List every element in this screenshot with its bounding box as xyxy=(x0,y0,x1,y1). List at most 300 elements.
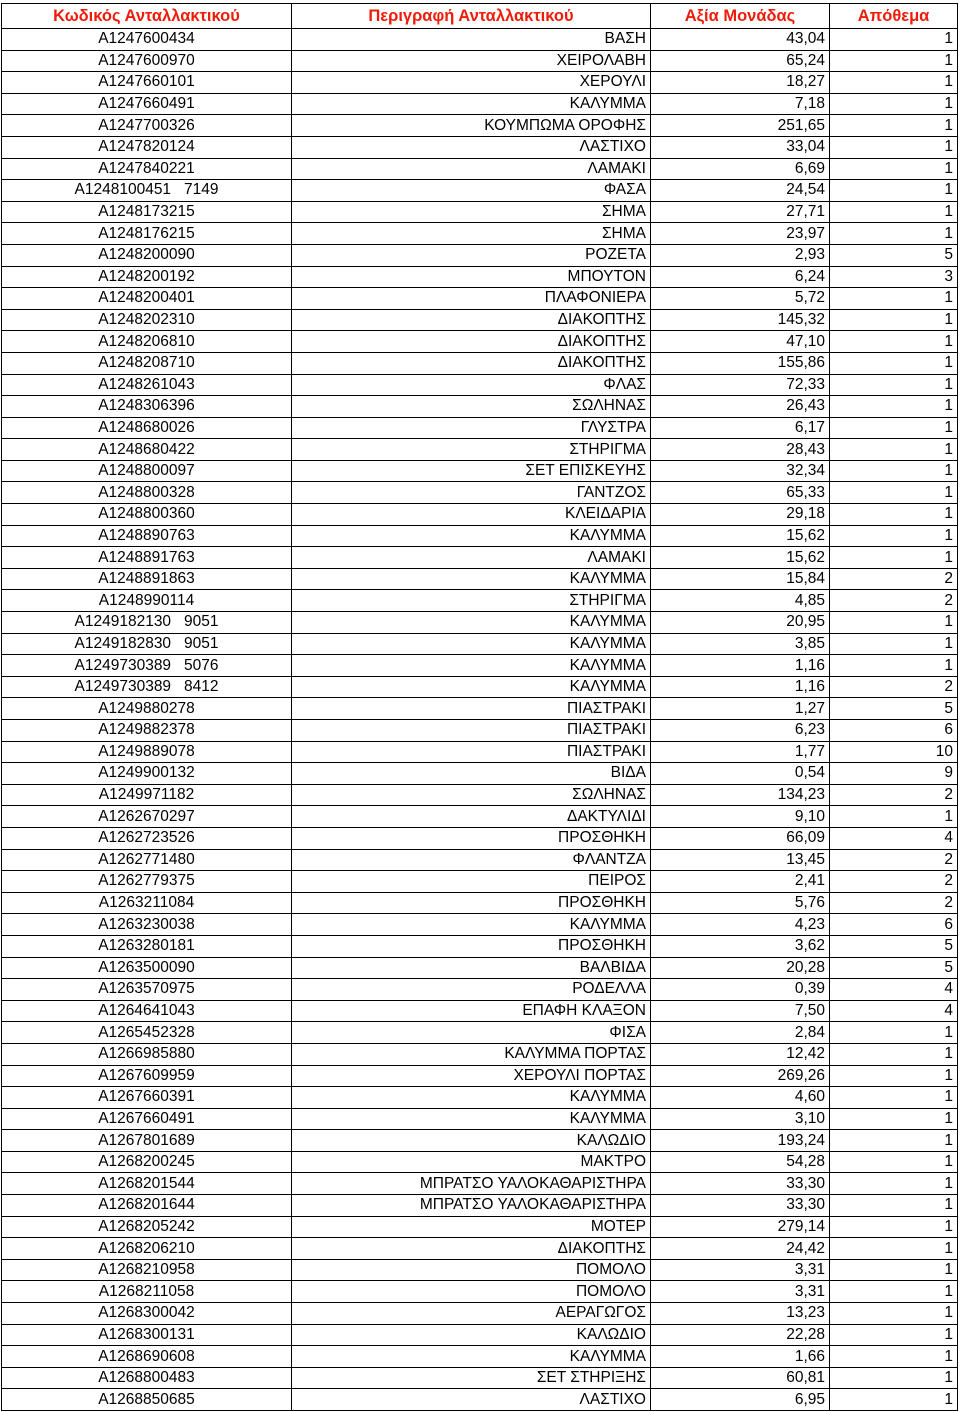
stock-cell[interactable]: 1 xyxy=(830,1108,958,1130)
unit-price-cell[interactable]: 29,18 xyxy=(651,504,830,526)
table-row[interactable] xyxy=(2,158,958,180)
part-description-cell[interactable]: ΒΙΔΑ xyxy=(292,763,651,785)
part-description-cell[interactable]: ΠΡΟΣΘΗΚΗ xyxy=(292,935,651,957)
part-code-cell[interactable]: A1268200245 xyxy=(2,1151,292,1173)
table-row[interactable] xyxy=(2,741,958,763)
stock-cell[interactable]: 1 xyxy=(830,806,958,828)
column-header-price[interactable]: Αξία Μονάδας xyxy=(651,4,830,29)
stock-cell[interactable]: 1 xyxy=(830,288,958,310)
unit-price-cell[interactable]: 13,23 xyxy=(651,1303,830,1325)
stock-cell[interactable]: 4 xyxy=(830,1000,958,1022)
unit-price-cell[interactable]: 15,62 xyxy=(651,525,830,547)
unit-price-cell[interactable]: 60,81 xyxy=(651,1367,830,1389)
table-row[interactable] xyxy=(2,439,958,461)
part-code-cell[interactable]: A1249182130 9051 xyxy=(2,612,292,634)
unit-price-cell[interactable]: 9,10 xyxy=(651,806,830,828)
part-description-cell[interactable]: ΚΟΥΜΠΩΜΑ ΟΡΟΦΗΣ xyxy=(292,115,651,137)
table-row[interactable] xyxy=(2,396,958,418)
stock-cell[interactable]: 1 xyxy=(830,158,958,180)
unit-price-cell[interactable]: 2,41 xyxy=(651,871,830,893)
unit-price-cell[interactable]: 7,18 xyxy=(651,93,830,115)
stock-cell[interactable]: 4 xyxy=(830,827,958,849)
stock-cell[interactable]: 1 xyxy=(830,439,958,461)
part-code-cell[interactable]: A1249889078 xyxy=(2,741,292,763)
table-row[interactable] xyxy=(2,1173,958,1195)
unit-price-cell[interactable]: 15,62 xyxy=(651,547,830,569)
table-row[interactable] xyxy=(2,29,958,51)
unit-price-cell[interactable]: 65,24 xyxy=(651,50,830,72)
part-description-cell[interactable]: ΔΙΑΚΟΠΤΗΣ xyxy=(292,1238,651,1260)
unit-price-cell[interactable]: 33,30 xyxy=(651,1173,830,1195)
stock-cell[interactable]: 1 xyxy=(830,72,958,94)
stock-cell[interactable]: 1 xyxy=(830,374,958,396)
part-code-cell[interactable]: A1248800097 xyxy=(2,460,292,482)
table-row[interactable] xyxy=(2,309,958,331)
part-description-cell[interactable]: ΔΙΑΚΟΠΤΗΣ xyxy=(292,331,651,353)
part-description-cell[interactable]: ΒΑΣΗ xyxy=(292,29,651,51)
unit-price-cell[interactable]: 13,45 xyxy=(651,849,830,871)
part-code-cell[interactable]: A1248800360 xyxy=(2,504,292,526)
table-row[interactable] xyxy=(2,871,958,893)
unit-price-cell[interactable]: 1,16 xyxy=(651,676,830,698)
table-row[interactable] xyxy=(2,1087,958,1109)
part-description-cell[interactable]: ΚΑΛΥΜΜΑ ΠΟΡΤΑΣ xyxy=(292,1043,651,1065)
table-row[interactable] xyxy=(2,50,958,72)
column-header-stock[interactable]: Απόθεμα xyxy=(830,4,958,29)
part-code-cell[interactable]: A1247700326 xyxy=(2,115,292,137)
table-row[interactable] xyxy=(2,136,958,158)
stock-cell[interactable]: 5 xyxy=(830,244,958,266)
part-description-cell[interactable]: ΦΙΣΑ xyxy=(292,1022,651,1044)
unit-price-cell[interactable]: 26,43 xyxy=(651,396,830,418)
part-description-cell[interactable]: ΦΛΑΣ xyxy=(292,374,651,396)
part-code-cell[interactable]: A1263230038 xyxy=(2,914,292,936)
part-code-cell[interactable]: A1248261043 xyxy=(2,374,292,396)
part-description-cell[interactable]: ΚΑΛΥΜΜΑ xyxy=(292,655,651,677)
unit-price-cell[interactable]: 28,43 xyxy=(651,439,830,461)
part-code-cell[interactable]: A1267660391 xyxy=(2,1087,292,1109)
stock-cell[interactable]: 1 xyxy=(830,136,958,158)
table-row[interactable] xyxy=(2,849,958,871)
unit-price-cell[interactable]: 20,28 xyxy=(651,957,830,979)
stock-cell[interactable]: 1 xyxy=(830,1281,958,1303)
table-row[interactable] xyxy=(2,1108,958,1130)
stock-cell[interactable]: 1 xyxy=(830,1043,958,1065)
part-code-cell[interactable]: A1247600434 xyxy=(2,29,292,51)
stock-cell[interactable]: 5 xyxy=(830,698,958,720)
part-description-cell[interactable]: ΚΑΛΥΜΜΑ xyxy=(292,1108,651,1130)
part-description-cell[interactable]: ΣΗΜΑ xyxy=(292,223,651,245)
part-description-cell[interactable]: ΠΟΜΟΛΟ xyxy=(292,1281,651,1303)
unit-price-cell[interactable]: 134,23 xyxy=(651,784,830,806)
unit-price-cell[interactable]: 72,33 xyxy=(651,374,830,396)
stock-cell[interactable]: 1 xyxy=(830,1367,958,1389)
part-code-cell[interactable]: A1268201544 xyxy=(2,1173,292,1195)
part-code-cell[interactable]: A1267660491 xyxy=(2,1108,292,1130)
part-code-cell[interactable]: A1248200401 xyxy=(2,288,292,310)
part-description-cell[interactable]: ΠΙΑΣΤΡΑΚΙ xyxy=(292,698,651,720)
part-description-cell[interactable]: ΚΑΛΥΜΜΑ xyxy=(292,612,651,634)
part-description-cell[interactable]: ΦΛΑΝΤΖΑ xyxy=(292,849,651,871)
part-code-cell[interactable]: A1249900132 xyxy=(2,763,292,785)
stock-cell[interactable]: 10 xyxy=(830,741,958,763)
part-description-cell[interactable]: ΣΤΗΡΙΓΜΑ xyxy=(292,590,651,612)
unit-price-cell[interactable]: 7,50 xyxy=(651,1000,830,1022)
unit-price-cell[interactable]: 24,42 xyxy=(651,1238,830,1260)
part-description-cell[interactable]: ΠΟΜΟΛΟ xyxy=(292,1259,651,1281)
part-description-cell[interactable]: ΛΑΜΑΚΙ xyxy=(292,158,651,180)
unit-price-cell[interactable]: 33,30 xyxy=(651,1195,830,1217)
table-row[interactable] xyxy=(2,1389,958,1411)
part-description-cell[interactable]: ΠΡΟΣΘΗΚΗ xyxy=(292,892,651,914)
part-description-cell[interactable]: ΛΑΜΑΚΙ xyxy=(292,547,651,569)
table-row[interactable] xyxy=(2,784,958,806)
part-code-cell[interactable]: A1267801689 xyxy=(2,1130,292,1152)
unit-price-cell[interactable]: 47,10 xyxy=(651,331,830,353)
stock-cell[interactable]: 2 xyxy=(830,590,958,612)
stock-cell[interactable]: 1 xyxy=(830,482,958,504)
part-description-cell[interactable]: ΣΩΛΗΝΑΣ xyxy=(292,784,651,806)
stock-cell[interactable]: 6 xyxy=(830,720,958,742)
part-code-cell[interactable]: A1249880278 xyxy=(2,698,292,720)
part-code-cell[interactable]: A1268206210 xyxy=(2,1238,292,1260)
unit-price-cell[interactable]: 20,95 xyxy=(651,612,830,634)
stock-cell[interactable]: 1 xyxy=(830,504,958,526)
table-row[interactable] xyxy=(2,504,958,526)
stock-cell[interactable]: 1 xyxy=(830,29,958,51)
stock-cell[interactable]: 1 xyxy=(830,460,958,482)
part-description-cell[interactable]: ΚΑΛΥΜΜΑ xyxy=(292,914,651,936)
stock-cell[interactable]: 1 xyxy=(830,525,958,547)
part-code-cell[interactable]: A1268850685 xyxy=(2,1389,292,1411)
part-code-cell[interactable]: A1249882378 xyxy=(2,720,292,742)
part-code-cell[interactable]: A1248206810 xyxy=(2,331,292,353)
unit-price-cell[interactable]: 0,54 xyxy=(651,763,830,785)
part-code-cell[interactable]: A1248990114 xyxy=(2,590,292,612)
part-description-cell[interactable]: ΑΕΡΑΓΩΓΟΣ xyxy=(292,1303,651,1325)
table-row[interactable] xyxy=(2,1281,958,1303)
part-description-cell[interactable]: ΧΕΡΟΥΛΙ ΠΟΡΤΑΣ xyxy=(292,1065,651,1087)
unit-price-cell[interactable]: 4,23 xyxy=(651,914,830,936)
stock-cell[interactable]: 2 xyxy=(830,871,958,893)
unit-price-cell[interactable]: 22,28 xyxy=(651,1324,830,1346)
table-row[interactable] xyxy=(2,331,958,353)
part-description-cell[interactable]: ΡΟΔΕΛΛΑ xyxy=(292,979,651,1001)
part-code-cell[interactable]: A1247660101 xyxy=(2,72,292,94)
part-description-cell[interactable]: ΣΗΜΑ xyxy=(292,201,651,223)
part-description-cell[interactable]: ΦΑΣΑ xyxy=(292,180,651,202)
table-row[interactable] xyxy=(2,806,958,828)
stock-cell[interactable]: 1 xyxy=(830,1087,958,1109)
stock-cell[interactable]: 1 xyxy=(830,180,958,202)
table-row[interactable] xyxy=(2,1195,958,1217)
table-row[interactable] xyxy=(2,417,958,439)
unit-price-cell[interactable]: 269,26 xyxy=(651,1065,830,1087)
part-code-cell[interactable]: A1249971182 xyxy=(2,784,292,806)
part-code-cell[interactable]: A1267609959 xyxy=(2,1065,292,1087)
part-description-cell[interactable]: ΒΑΛΒΙΔΑ xyxy=(292,957,651,979)
unit-price-cell[interactable]: 65,33 xyxy=(651,482,830,504)
stock-cell[interactable]: 1 xyxy=(830,50,958,72)
unit-price-cell[interactable]: 66,09 xyxy=(651,827,830,849)
table-row[interactable] xyxy=(2,590,958,612)
part-description-cell[interactable]: ΚΑΛΥΜΜΑ xyxy=(292,568,651,590)
unit-price-cell[interactable]: 145,32 xyxy=(651,309,830,331)
part-code-cell[interactable]: A1248680422 xyxy=(2,439,292,461)
unit-price-cell[interactable]: 23,97 xyxy=(651,223,830,245)
unit-price-cell[interactable]: 3,31 xyxy=(651,1281,830,1303)
part-description-cell[interactable]: ΠΙΑΣΤΡΑΚΙ xyxy=(292,741,651,763)
table-row[interactable] xyxy=(2,1043,958,1065)
stock-cell[interactable]: 2 xyxy=(830,568,958,590)
part-code-cell[interactable]: A1268800483 xyxy=(2,1367,292,1389)
stock-cell[interactable]: 1 xyxy=(830,115,958,137)
table-row[interactable] xyxy=(2,914,958,936)
unit-price-cell[interactable]: 1,16 xyxy=(651,655,830,677)
part-code-cell[interactable]: A1248200192 xyxy=(2,266,292,288)
part-description-cell[interactable]: ΣΤΗΡΙΓΜΑ xyxy=(292,439,651,461)
table-row[interactable] xyxy=(2,93,958,115)
unit-price-cell[interactable]: 4,85 xyxy=(651,590,830,612)
part-code-cell[interactable]: A1248176215 xyxy=(2,223,292,245)
table-row[interactable] xyxy=(2,374,958,396)
part-description-cell[interactable]: ΠΡΟΣΘΗΚΗ xyxy=(292,827,651,849)
unit-price-cell[interactable]: 1,66 xyxy=(651,1346,830,1368)
part-description-cell[interactable]: ΛΑΣΤΙΧΟ xyxy=(292,1389,651,1411)
part-code-cell[interactable]: A1263500090 xyxy=(2,957,292,979)
part-description-cell[interactable]: ΔΙΑΚΟΠΤΗΣ xyxy=(292,352,651,374)
stock-cell[interactable]: 1 xyxy=(830,1022,958,1044)
stock-cell[interactable]: 1 xyxy=(830,1389,958,1411)
part-code-cell[interactable]: A1264641043 xyxy=(2,1000,292,1022)
part-code-cell[interactable]: A1248800328 xyxy=(2,482,292,504)
part-description-cell[interactable]: ΚΛΕΙΔΑΡΙΑ xyxy=(292,504,651,526)
stock-cell[interactable]: 1 xyxy=(830,1130,958,1152)
part-code-cell[interactable]: A1265452328 xyxy=(2,1022,292,1044)
table-row[interactable] xyxy=(2,482,958,504)
part-description-cell[interactable]: ΡΟΖΕΤΑ xyxy=(292,244,651,266)
part-code-cell[interactable]: A1262779375 xyxy=(2,871,292,893)
part-code-cell[interactable]: A1249182830 9051 xyxy=(2,633,292,655)
table-row[interactable] xyxy=(2,1238,958,1260)
table-row[interactable] xyxy=(2,244,958,266)
table-row[interactable] xyxy=(2,612,958,634)
column-header-code[interactable]: Κωδικός Ανταλλακτικού xyxy=(2,4,292,29)
stock-cell[interactable]: 2 xyxy=(830,849,958,871)
part-code-cell[interactable]: A1248200090 xyxy=(2,244,292,266)
part-description-cell[interactable]: ΔΑΚΤΥΛΙΔΙ xyxy=(292,806,651,828)
table-row[interactable] xyxy=(2,698,958,720)
stock-cell[interactable]: 3 xyxy=(830,266,958,288)
part-description-cell[interactable]: ΠΕΙΡΟΣ xyxy=(292,871,651,893)
part-code-cell[interactable]: A1268690608 xyxy=(2,1346,292,1368)
stock-cell[interactable]: 1 xyxy=(830,612,958,634)
unit-price-cell[interactable]: 2,93 xyxy=(651,244,830,266)
table-row[interactable] xyxy=(2,1346,958,1368)
part-code-cell[interactable]: A1247840221 xyxy=(2,158,292,180)
stock-cell[interactable]: 1 xyxy=(830,1151,958,1173)
stock-cell[interactable]: 1 xyxy=(830,1216,958,1238)
table-row[interactable] xyxy=(2,1065,958,1087)
stock-cell[interactable]: 1 xyxy=(830,1238,958,1260)
unit-price-cell[interactable]: 43,04 xyxy=(651,29,830,51)
unit-price-cell[interactable]: 6,23 xyxy=(651,720,830,742)
stock-cell[interactable]: 2 xyxy=(830,784,958,806)
part-code-cell[interactable]: A1263570975 xyxy=(2,979,292,1001)
table-row[interactable] xyxy=(2,892,958,914)
part-description-cell[interactable]: ΣΕΤ ΣΤΗΡΙΞΗΣ xyxy=(292,1367,651,1389)
table-row[interactable] xyxy=(2,1022,958,1044)
part-code-cell[interactable]: A1248208710 xyxy=(2,352,292,374)
stock-cell[interactable]: 9 xyxy=(830,763,958,785)
part-code-cell[interactable]: A1248202310 xyxy=(2,309,292,331)
unit-price-cell[interactable]: 3,10 xyxy=(651,1108,830,1130)
part-description-cell[interactable]: ΜΠΡΑΤΣΟ ΥΑΛΟΚΑΘΑΡΙΣΤΗΡΑ xyxy=(292,1173,651,1195)
part-description-cell[interactable]: ΜΟΤΕΡ xyxy=(292,1216,651,1238)
part-code-cell[interactable]: A1248173215 xyxy=(2,201,292,223)
table-row[interactable] xyxy=(2,1130,958,1152)
part-description-cell[interactable]: ΚΑΛΥΜΜΑ xyxy=(292,1087,651,1109)
stock-cell[interactable]: 1 xyxy=(830,93,958,115)
table-row[interactable] xyxy=(2,1367,958,1389)
part-code-cell[interactable]: A1249730389 8412 xyxy=(2,676,292,698)
unit-price-cell[interactable]: 33,04 xyxy=(651,136,830,158)
table-row[interactable] xyxy=(2,201,958,223)
unit-price-cell[interactable]: 15,84 xyxy=(651,568,830,590)
part-code-cell[interactable]: A1262723526 xyxy=(2,827,292,849)
part-description-cell[interactable]: ΧΕΡΟΥΛΙ xyxy=(292,72,651,94)
part-description-cell[interactable]: ΜΠΡΑΤΣΟ ΥΑΛΟΚΑΘΑΡΙΣΤΗΡΑ xyxy=(292,1195,651,1217)
part-code-cell[interactable]: A1268211058 xyxy=(2,1281,292,1303)
unit-price-cell[interactable]: 32,34 xyxy=(651,460,830,482)
unit-price-cell[interactable]: 6,17 xyxy=(651,417,830,439)
stock-cell[interactable]: 1 xyxy=(830,1173,958,1195)
stock-cell[interactable]: 1 xyxy=(830,1195,958,1217)
stock-cell[interactable]: 1 xyxy=(830,655,958,677)
part-code-cell[interactable]: A1247660491 xyxy=(2,93,292,115)
unit-price-cell[interactable]: 3,85 xyxy=(651,633,830,655)
part-description-cell[interactable]: ΣΕΤ ΕΠΙΣΚΕΥΗΣ xyxy=(292,460,651,482)
stock-cell[interactable]: 1 xyxy=(830,547,958,569)
stock-cell[interactable]: 1 xyxy=(830,352,958,374)
part-description-cell[interactable]: ΠΙΑΣΤΡΑΚΙ xyxy=(292,720,651,742)
stock-cell[interactable]: 2 xyxy=(830,676,958,698)
part-description-cell[interactable]: ΕΠΑΦΗ ΚΛΑΞΟΝ xyxy=(292,1000,651,1022)
table-row[interactable] xyxy=(2,1259,958,1281)
stock-cell[interactable]: 1 xyxy=(830,1346,958,1368)
unit-price-cell[interactable]: 5,72 xyxy=(651,288,830,310)
stock-cell[interactable]: 1 xyxy=(830,1303,958,1325)
part-code-cell[interactable]: A1263280181 xyxy=(2,935,292,957)
table-row[interactable] xyxy=(2,115,958,137)
part-description-cell[interactable]: ΓΛΥΣΤΡΑ xyxy=(292,417,651,439)
table-row[interactable] xyxy=(2,1324,958,1346)
unit-price-cell[interactable]: 6,69 xyxy=(651,158,830,180)
stock-cell[interactable]: 1 xyxy=(830,1259,958,1281)
part-description-cell[interactable]: ΚΑΛΥΜΜΑ xyxy=(292,676,651,698)
part-description-cell[interactable]: ΚΑΛΥΜΜΑ xyxy=(292,633,651,655)
table-row[interactable] xyxy=(2,547,958,569)
part-description-cell[interactable]: ΔΙΑΚΟΠΤΗΣ xyxy=(292,309,651,331)
unit-price-cell[interactable]: 27,71 xyxy=(651,201,830,223)
table-row[interactable] xyxy=(2,655,958,677)
stock-cell[interactable]: 4 xyxy=(830,979,958,1001)
part-code-cell[interactable]: A1268210958 xyxy=(2,1259,292,1281)
part-code-cell[interactable]: A1268201644 xyxy=(2,1195,292,1217)
part-code-cell[interactable]: A1248100451 7149 xyxy=(2,180,292,202)
table-row[interactable] xyxy=(2,1216,958,1238)
table-row[interactable] xyxy=(2,180,958,202)
part-description-cell[interactable]: ΧΕΙΡΟΛΑΒΗ xyxy=(292,50,651,72)
unit-price-cell[interactable]: 3,31 xyxy=(651,1259,830,1281)
part-description-cell[interactable]: ΛΑΣΤΙΧΟ xyxy=(292,136,651,158)
unit-price-cell[interactable]: 6,24 xyxy=(651,266,830,288)
unit-price-cell[interactable]: 1,27 xyxy=(651,698,830,720)
part-code-cell[interactable]: A1248890763 xyxy=(2,525,292,547)
part-description-cell[interactable]: ΚΑΛΩΔΙΟ xyxy=(292,1324,651,1346)
unit-price-cell[interactable]: 1,77 xyxy=(651,741,830,763)
part-description-cell[interactable]: ΚΑΛΩΔΙΟ xyxy=(292,1130,651,1152)
table-row[interactable] xyxy=(2,935,958,957)
table-row[interactable] xyxy=(2,525,958,547)
stock-cell[interactable]: 1 xyxy=(830,331,958,353)
table-row[interactable] xyxy=(2,720,958,742)
table-row[interactable] xyxy=(2,223,958,245)
part-description-cell[interactable]: ΜΑΚΤΡΟ xyxy=(292,1151,651,1173)
part-description-cell[interactable]: ΣΩΛΗΝΑΣ xyxy=(292,396,651,418)
unit-price-cell[interactable]: 18,27 xyxy=(651,72,830,94)
part-code-cell[interactable]: A1248891863 xyxy=(2,568,292,590)
stock-cell[interactable]: 2 xyxy=(830,892,958,914)
unit-price-cell[interactable]: 5,76 xyxy=(651,892,830,914)
unit-price-cell[interactable]: 12,42 xyxy=(651,1043,830,1065)
unit-price-cell[interactable]: 3,62 xyxy=(651,935,830,957)
unit-price-cell[interactable]: 251,65 xyxy=(651,115,830,137)
unit-price-cell[interactable]: 193,24 xyxy=(651,1130,830,1152)
part-code-cell[interactable]: A1266985880 xyxy=(2,1043,292,1065)
unit-price-cell[interactable]: 24,54 xyxy=(651,180,830,202)
part-description-cell[interactable]: ΚΑΛΥΜΜΑ xyxy=(292,93,651,115)
part-description-cell[interactable]: ΚΑΛΥΜΜΑ xyxy=(292,1346,651,1368)
unit-price-cell[interactable]: 4,60 xyxy=(651,1087,830,1109)
table-row[interactable] xyxy=(2,460,958,482)
stock-cell[interactable]: 1 xyxy=(830,223,958,245)
table-row[interactable] xyxy=(2,1151,958,1173)
table-row[interactable] xyxy=(2,676,958,698)
part-code-cell[interactable]: A1248306396 xyxy=(2,396,292,418)
stock-cell[interactable]: 5 xyxy=(830,935,958,957)
unit-price-cell[interactable]: 155,86 xyxy=(651,352,830,374)
part-code-cell[interactable]: A1268300131 xyxy=(2,1324,292,1346)
table-row[interactable] xyxy=(2,957,958,979)
stock-cell[interactable]: 1 xyxy=(830,201,958,223)
table-row[interactable] xyxy=(2,1303,958,1325)
table-row[interactable] xyxy=(2,1000,958,1022)
part-code-cell[interactable]: A1247600970 xyxy=(2,50,292,72)
table-row[interactable] xyxy=(2,266,958,288)
part-code-cell[interactable]: A1248680026 xyxy=(2,417,292,439)
part-description-cell[interactable]: ΜΠΟΥΤΟΝ xyxy=(292,266,651,288)
part-code-cell[interactable]: A1247820124 xyxy=(2,136,292,158)
part-description-cell[interactable]: ΚΑΛΥΜΜΑ xyxy=(292,525,651,547)
unit-price-cell[interactable]: 279,14 xyxy=(651,1216,830,1238)
part-code-cell[interactable]: A1249730389 5076 xyxy=(2,655,292,677)
table-row[interactable] xyxy=(2,633,958,655)
stock-cell[interactable]: 5 xyxy=(830,957,958,979)
table-row[interactable] xyxy=(2,979,958,1001)
unit-price-cell[interactable]: 54,28 xyxy=(651,1151,830,1173)
part-code-cell[interactable]: A1262771480 xyxy=(2,849,292,871)
